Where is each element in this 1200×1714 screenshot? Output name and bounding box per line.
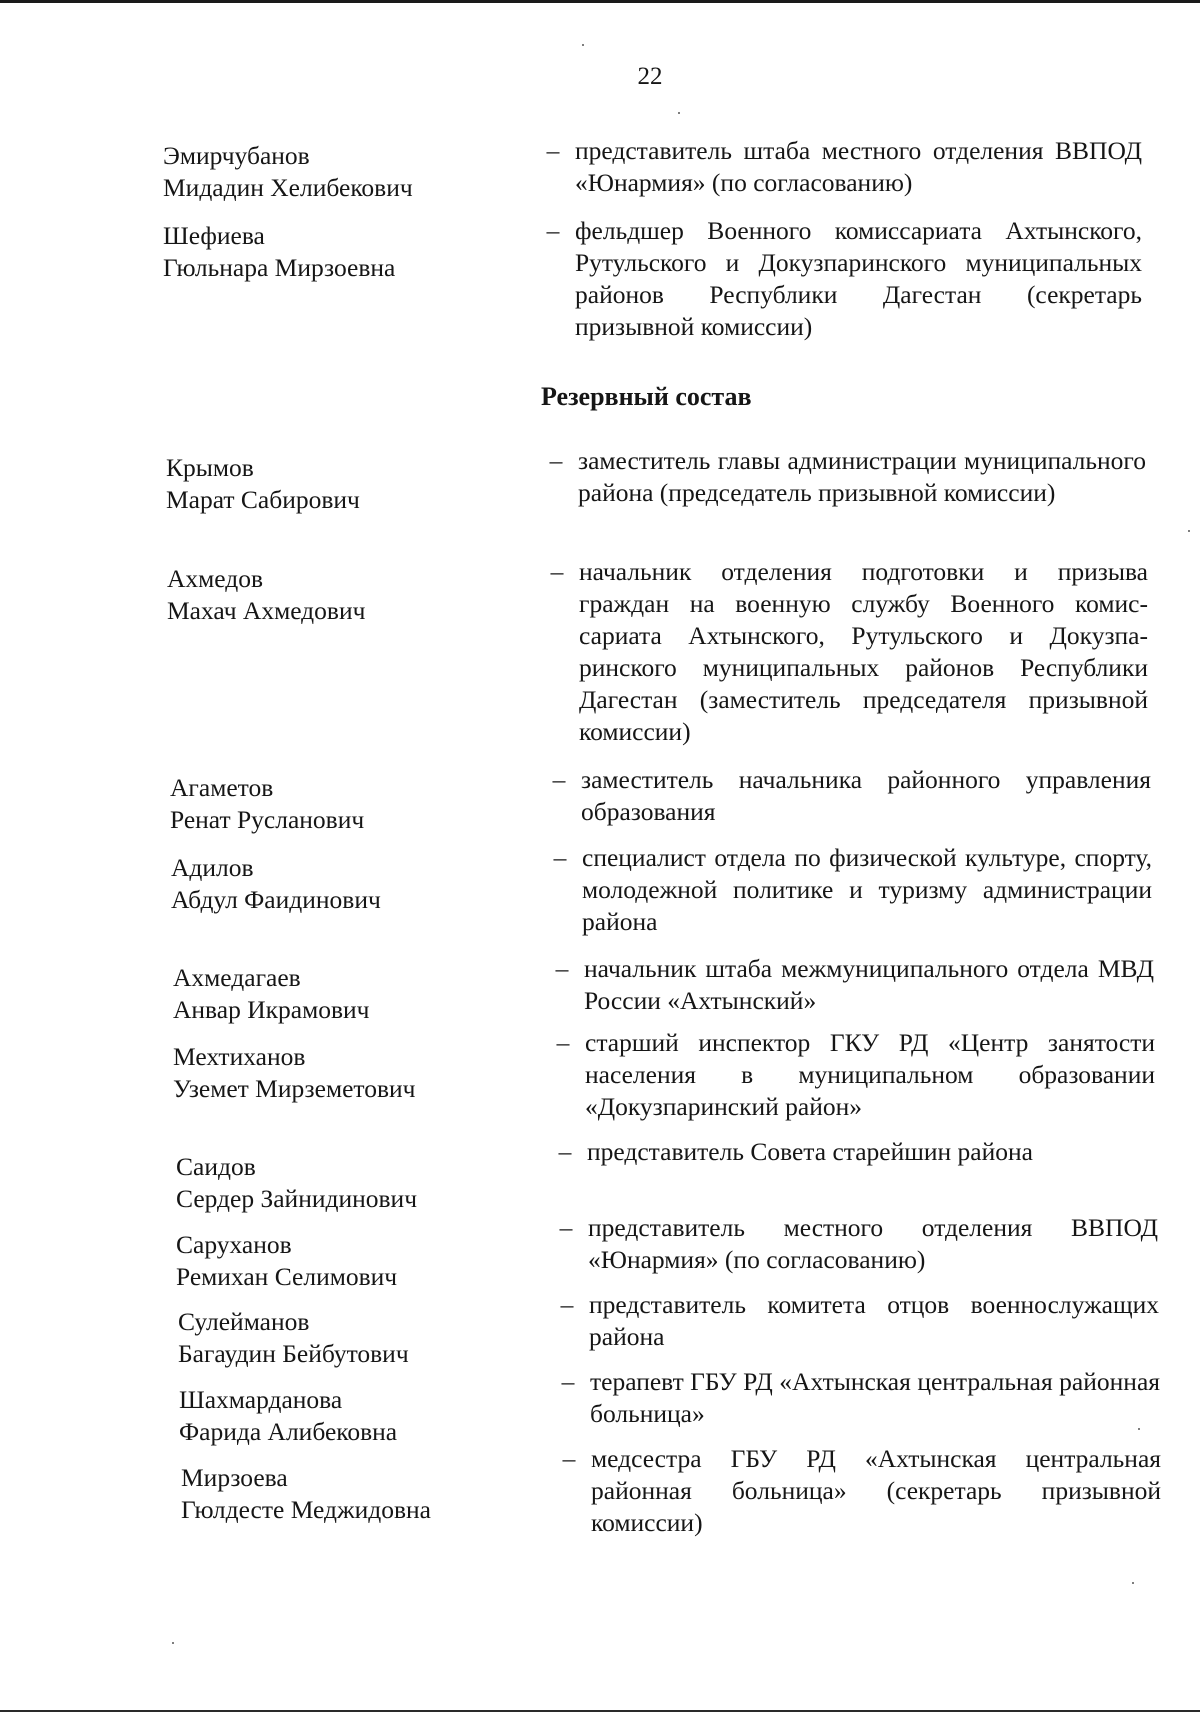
member-role-text: заместитель главы администрации муниципального района (председатель призывной комиссии) [578, 446, 1146, 507]
member-given-name: Ремихан Селимович [176, 1262, 398, 1291]
member-role-text: терапевт ГБУ РД «Ахтынская центральная районная больница» [590, 1367, 1160, 1428]
list-dash: – [559, 1213, 573, 1242]
member-surname: Ахмедов [167, 564, 264, 593]
member-surname: Шефиева [163, 221, 265, 250]
member-given-name: Мидадин Хелибекович [163, 173, 413, 202]
member-role-text: представитель Совета старейшин района [587, 1137, 1033, 1166]
list-dash: – [562, 1444, 576, 1473]
member-surname: Адилов [171, 853, 254, 882]
member-name [176, 1229, 536, 1293]
list-dash: – [552, 765, 566, 794]
member-given-name: Махач Ахмедович [167, 596, 366, 625]
member-name [179, 1384, 539, 1448]
member-name [181, 1462, 541, 1526]
member-role [549, 445, 1146, 509]
member-given-name: Фарида Алибековна [179, 1417, 398, 1446]
scan-speck [1138, 1428, 1140, 1430]
member-surname: Эмирчубанов [163, 141, 310, 170]
list-dash: – [546, 136, 560, 165]
section-heading: Резервный состав [541, 382, 752, 411]
scan-speck [582, 44, 584, 46]
member-role-text: старший инспектор ГКУ РД «Центр занятости населения в муниципальном образовании «Докузпаринский район» [585, 1028, 1155, 1121]
member-name [163, 140, 523, 204]
member-name [171, 852, 531, 916]
member-role [546, 215, 1142, 343]
scan-speck [1188, 530, 1190, 532]
member-role [546, 135, 1142, 199]
list-dash: – [546, 216, 560, 245]
member-role-text: медсестра ГБУ РД «Ахтынская центральная районная больница» (секретарь призывной комиссии) [591, 1444, 1161, 1537]
member-role-text: начальник отделения подготовки и призыва граждан на военную службу Военного комиссариата Ахтынского, Рутульского и Докузпаринского муниципальных районов Республики Дагестан (заместитель председателя призывной комиссии) [579, 557, 1148, 746]
list-dash: – [558, 1137, 572, 1166]
member-role-text: специалист отдела по физической культуре, спорту, молодежной политике и туризму администрации района [582, 843, 1152, 936]
page-number: 22 [637, 63, 663, 90]
member-role [553, 842, 1152, 938]
member-role [562, 1443, 1161, 1539]
member-role [550, 556, 1148, 748]
member-given-name: Гюлдесте Меджидовна [181, 1495, 431, 1524]
member-role-text: начальник штаба межмуниципального отдела МВД России «Ахтынский» [584, 954, 1154, 1015]
member-given-name: Ренат Русланович [170, 805, 365, 834]
list-dash: – [560, 1290, 574, 1319]
member-surname: Крымов [166, 453, 254, 482]
scan-speck [1132, 1582, 1134, 1584]
member-role [555, 953, 1154, 1017]
member-surname: Мехтиханов [173, 1042, 306, 1071]
member-name [170, 772, 530, 836]
member-surname: Агаметов [170, 773, 274, 802]
member-role-text: представитель местного отделения ВВПОД «Юнармия» (по согласованию) [588, 1213, 1158, 1274]
member-role [559, 1212, 1158, 1276]
member-surname: Саруханов [176, 1230, 292, 1259]
member-name [166, 452, 526, 516]
list-dash: – [553, 843, 567, 872]
scan-edge-bottom [0, 1710, 1200, 1712]
scan-edge-top [0, 0, 1200, 3]
list-dash: – [549, 446, 563, 475]
list-dash: – [556, 1028, 570, 1057]
member-given-name: Абдул Фаидинович [171, 885, 381, 914]
member-role-text: фельдшер Военного комиссариата Ахтынского, Рутульского и Докузпаринского муниципальных районов Республики Дагестан (секретарь призывной комиссии) [575, 216, 1142, 341]
member-surname: Мирзоева [181, 1463, 288, 1492]
list-dash: – [555, 954, 569, 983]
member-name [173, 962, 533, 1026]
member-surname: Ахмедагаев [173, 963, 301, 992]
member-given-name: Уземет Мирземетович [173, 1074, 416, 1103]
member-role [552, 764, 1151, 828]
list-dash: – [550, 557, 564, 586]
member-role-text: представитель штаба местного отделения ВВПОД «Юнармия» (по согласованию) [575, 136, 1142, 197]
member-role-text: представитель комитета отцов военнослужащих района [589, 1290, 1159, 1351]
member-name [163, 220, 523, 284]
member-surname: Шахмарданова [179, 1385, 343, 1414]
scan-speck [172, 1642, 174, 1644]
member-role [561, 1366, 1160, 1430]
member-given-name: Анвар Икрамович [173, 995, 370, 1024]
member-name [167, 563, 527, 627]
member-given-name: Сердер Зайнидинович [176, 1184, 418, 1213]
member-given-name: Марат Сабирович [166, 485, 360, 514]
member-given-name: Багаудин Бейбутович [178, 1339, 409, 1368]
member-name [178, 1306, 538, 1370]
member-surname: Сулейманов [178, 1307, 310, 1336]
member-given-name: Гюльнара Мирзоевна [163, 253, 396, 282]
member-role-text: заместитель начальника районного управления образования [581, 765, 1151, 826]
list-dash: – [561, 1367, 575, 1396]
member-name [176, 1151, 536, 1215]
scan-speck [678, 112, 680, 114]
member-role [560, 1289, 1159, 1353]
member-role [556, 1027, 1155, 1123]
member-surname: Саидов [176, 1152, 256, 1181]
member-name [173, 1041, 533, 1105]
member-role [558, 1136, 1157, 1168]
